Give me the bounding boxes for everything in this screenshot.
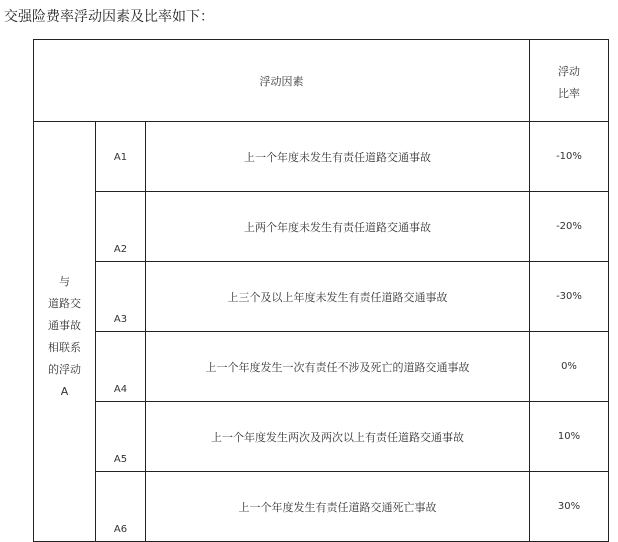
table-row [34,122,609,192]
row-code: A5 [96,402,146,472]
group-label-line: 与 [59,274,70,288]
table-row [34,402,609,472]
header-factor: 浮动因素 [34,40,530,122]
group-label-line: 的浮动 [48,362,81,376]
table-header-row [34,40,609,122]
rate-table-container [33,39,608,540]
page-heading: 交强险费率浮动因素及比率如下： [4,9,214,25]
row-rate: -30% [530,262,609,332]
rate-table [33,39,609,542]
table-row [34,262,609,332]
row-rate: -20% [530,192,609,262]
row-rate: 10% [530,402,609,472]
row-description: 上一个年度发生有责任道路交通死亡事故 [146,472,530,542]
group-label-line: 道路交 [48,296,81,310]
table-row [34,472,609,542]
table-row [34,332,609,402]
row-code: A4 [96,332,146,402]
row-description: 上两个年度未发生有责任道路交通事故 [146,192,530,262]
group-label-line: A [60,384,69,398]
header-rate-line2: 比率 [558,86,580,100]
group-label [34,122,96,542]
row-code: A1 [96,122,146,192]
header-rate [530,40,609,122]
row-rate: 0% [530,332,609,402]
header-rate-line1: 浮动 [558,64,580,78]
row-rate: 30% [530,472,609,542]
row-code: A3 [96,262,146,332]
row-code: A6 [96,472,146,542]
row-description: 上一个年度未发生有责任道路交通事故 [146,122,530,192]
row-code: A2 [96,192,146,262]
group-label-line: 相联系 [48,340,81,354]
row-description: 上一个年度发生一次有责任不涉及死亡的道路交通事故 [146,332,530,402]
row-description: 上三个及以上年度未发生有责任道路交通事故 [146,262,530,332]
group-label-line: 通事故 [48,318,81,332]
row-rate: -10% [530,122,609,192]
table-row [34,192,609,262]
row-description: 上一个年度发生两次及两次以上有责任道路交通事故 [146,402,530,472]
